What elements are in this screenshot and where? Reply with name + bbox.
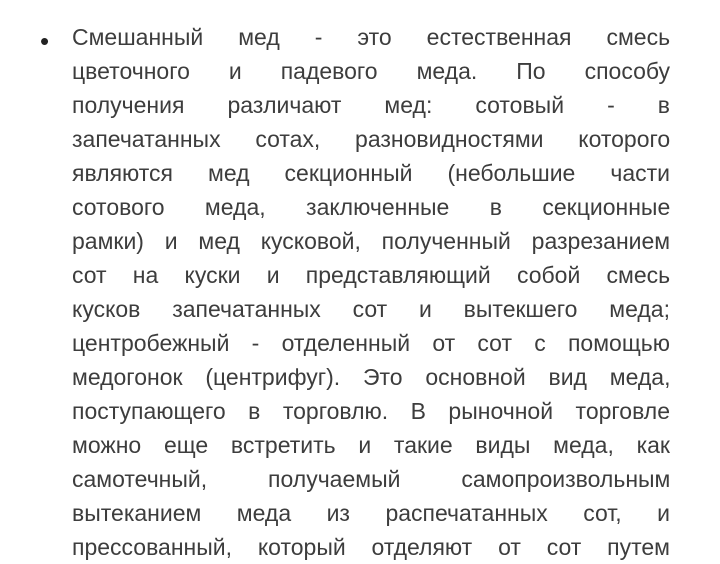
paragraph xyxy=(72,20,670,564)
text-line: рамки) и мед кусковой, полученный разрезанием xyxy=(72,228,671,254)
text-line: сотового меда, заключенные в секционные xyxy=(72,194,671,220)
text-line: цветочного и падевого меда. По способу xyxy=(72,58,671,84)
text-line: вытеканием меда из распечатанных сот, и xyxy=(72,500,670,526)
text-line: запечатанных сотах, разновидностями которого xyxy=(72,126,671,152)
text-line: сот на куски и представляющий собой смесь xyxy=(72,262,671,288)
text-line: прессованный, который отделяют от сот путем xyxy=(72,534,670,560)
text-line: получения различают мед: сотовый - в xyxy=(72,92,670,118)
bullet-icon: • xyxy=(40,26,50,56)
text-line: кусков запечатанных сот и вытекшего меда; xyxy=(72,296,670,322)
text-line: Смешанный мед - это естественная смесь xyxy=(72,24,671,50)
text-line: поступающего в торговлю. В рыночной торговле xyxy=(72,398,670,424)
text-line: являются мед секционный (небольшие части xyxy=(72,160,670,186)
text-line: самотечный, получаемый самопроизвольным xyxy=(72,466,671,492)
text-line: медогонок (центрифуг). Это основной вид меда, xyxy=(72,364,671,390)
text-line: можно еще встретить и такие виды меда, как xyxy=(72,432,670,458)
text-line: центробежный - отделенный от сот с помощью xyxy=(72,330,670,356)
